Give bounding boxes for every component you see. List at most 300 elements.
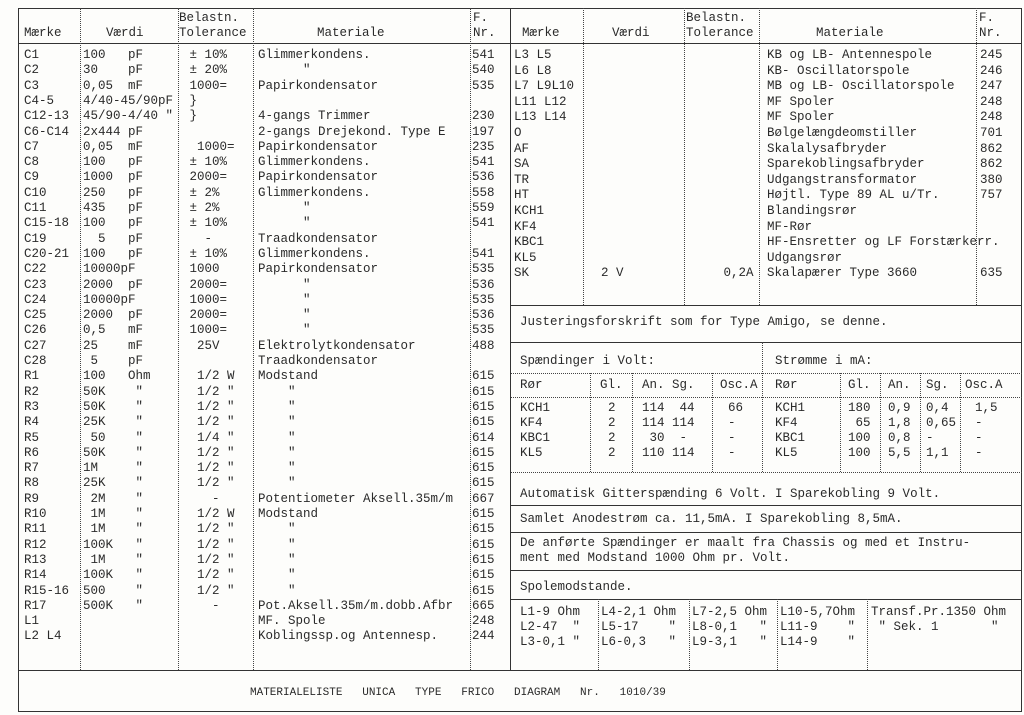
cell-value: 435 pF xyxy=(83,201,144,215)
header-value: Værdi xyxy=(612,26,650,40)
cell-f-nr: 541 xyxy=(472,216,495,231)
cell-material: HF-Ensretter og LF Forstærkerr. xyxy=(767,235,1000,250)
cell-mark: C4-5 xyxy=(24,93,55,108)
grid-bias-note: Automatisk Gitterspænding 6 Volt. I Sparekobling 9 Volt. xyxy=(520,487,941,501)
cell-material: " xyxy=(258,63,311,78)
cell-material: 2-gangs Drejekond. Type E xyxy=(258,124,446,139)
cell-value: 50 " xyxy=(83,430,144,445)
cell-mark: L13 L14 xyxy=(514,110,567,125)
cell-value: 0,05 mF xyxy=(83,78,144,93)
current-cell: - xyxy=(975,431,983,445)
cell-tolerance: 1/2 " xyxy=(182,384,235,399)
cell-mark: AF xyxy=(514,141,530,156)
cell-material: " xyxy=(258,445,296,460)
cell-f-nr: 862 xyxy=(980,157,1003,172)
cell-value: 50K " xyxy=(83,384,144,399)
cell-mark: HT xyxy=(514,188,530,203)
cell-value: 1M " xyxy=(83,461,144,476)
cell-mark: C22 xyxy=(24,262,47,277)
cell-f-nr: 615 xyxy=(472,399,495,414)
cell-material: Pot.Aksell.35m/m.dobb.Afbr xyxy=(258,598,454,613)
cell-tolerance: ± 10% xyxy=(182,48,228,62)
cell-tolerance: 2000= xyxy=(182,170,228,185)
cell-value: 500 " xyxy=(83,583,144,598)
voltage-cell: KF4 xyxy=(520,416,543,430)
current-cell: - xyxy=(975,446,983,460)
cell-f-nr: 541 xyxy=(472,155,495,170)
cell-mark: L11 L12 xyxy=(514,94,567,109)
cell-tolerance: ± 2% xyxy=(182,185,220,200)
cell-material: MB og LB- Oscillatorspole xyxy=(767,79,955,94)
cell-material: Glimmerkondens. xyxy=(258,48,371,62)
cell-f-nr: 248 xyxy=(472,614,495,629)
cell-tolerance: - xyxy=(182,598,220,613)
cell-mark: C6-C14 xyxy=(24,124,70,139)
cell-mark: C11 xyxy=(24,201,47,215)
cell-material: Elektrolytkondensator xyxy=(258,338,416,353)
cell-f-nr: 615 xyxy=(472,507,495,521)
col-line xyxy=(920,373,921,472)
cell-f-nr: 615 xyxy=(472,568,495,583)
cell-f-nr: 615 xyxy=(472,522,495,537)
cell-mark: R11 xyxy=(24,522,47,537)
cell-material: Traadkondensator xyxy=(258,354,379,368)
cell-value: 50K " xyxy=(83,445,144,460)
cell-material: KB- Oscillatorspole xyxy=(767,63,910,78)
rule xyxy=(510,373,1022,374)
cell-value: 100 Ohm xyxy=(83,369,151,384)
cell-material: " xyxy=(258,216,311,231)
cell-value: 25K " xyxy=(83,415,144,430)
cell-material: Modstand xyxy=(258,507,319,521)
cell-mark: R6 xyxy=(24,445,40,460)
voltage-cell: KL5 xyxy=(520,446,543,460)
cell-mark: R10 xyxy=(24,507,47,521)
cell-material: Papirkondensator xyxy=(258,139,379,154)
current-cell: 100 xyxy=(848,446,871,460)
cell-f-nr: 615 xyxy=(472,476,495,491)
cell-mark: TR xyxy=(514,172,530,187)
voltage-col-header: Gl. xyxy=(600,378,623,392)
cell-material: 4-gangs Trimmer xyxy=(258,109,371,124)
cell-f-nr: 535 xyxy=(472,323,495,338)
cell-mark: KBC1 xyxy=(514,235,545,250)
cell-tolerance: ± 10% xyxy=(182,155,228,170)
rule xyxy=(510,570,1022,571)
current-cell: 0,4 xyxy=(926,401,949,415)
cell-value: 2 V xyxy=(586,266,624,281)
cell-f-nr: 246 xyxy=(980,63,1003,78)
cell-mark: C9 xyxy=(24,170,40,185)
measurement-note: De anførte Spændinger er maalt fra Chassis og med et Instru- ment med Modstand 1000 Ohm pr. Volt. xyxy=(520,536,971,565)
cell-material: Sparekoblingsafbryder xyxy=(767,157,925,172)
cell-f-nr: 615 xyxy=(472,461,495,476)
cell-value: 30 pF xyxy=(83,63,144,78)
cell-tolerance: 1/2 W xyxy=(182,369,235,384)
cell-mark: SA xyxy=(514,157,530,172)
cell-value: 100 pF xyxy=(83,155,144,170)
col-line xyxy=(684,8,685,305)
voltages-title: Spændinger i Volt: xyxy=(520,354,656,368)
cell-mark: R4 xyxy=(24,415,40,430)
cell-value: 1M " xyxy=(83,507,144,521)
cell-value: 4/40-45/90pF xyxy=(83,93,174,108)
cell-mark: L7 L9L10 xyxy=(514,79,575,94)
cell-material: " xyxy=(258,430,296,445)
cell-material: KB og LB- Antennespole xyxy=(767,48,933,62)
cell-f-nr: 536 xyxy=(472,170,495,185)
cell-tolerance: 1/2 " xyxy=(182,568,235,583)
cell-f-nr: 615 xyxy=(472,583,495,598)
cell-material: Papirkondensator xyxy=(258,78,379,93)
cell-mark: C7 xyxy=(24,139,40,154)
cell-mark: C15-18 xyxy=(24,216,70,231)
header-tolerance: Tolerance xyxy=(686,26,754,40)
cell-tolerance: 1/2 " xyxy=(182,415,235,430)
header-nr: Nr. xyxy=(473,26,496,40)
cell-material: " xyxy=(258,308,311,323)
cell-f-nr: 541 xyxy=(472,48,495,62)
cell-f-nr: 244 xyxy=(472,629,495,644)
cell-tolerance: 25V xyxy=(182,338,220,353)
cell-f-nr: 558 xyxy=(472,185,495,200)
voltage-cell: 2 xyxy=(608,431,616,445)
col-line xyxy=(840,373,841,472)
current-cell: 0,8 xyxy=(888,431,911,445)
cell-value: 50K " xyxy=(83,399,144,414)
col-line xyxy=(178,8,179,670)
current-cell: KF4 xyxy=(775,416,798,430)
current-cell: KL5 xyxy=(775,446,798,460)
cell-f-nr: 535 xyxy=(472,78,495,93)
cell-mark: C12-13 xyxy=(24,109,70,124)
voltage-col-header: Osc.A xyxy=(720,378,758,392)
current-cell: 1,1 xyxy=(926,446,949,460)
cell-f-nr: 535 xyxy=(472,262,495,277)
cell-f-nr: 230 xyxy=(472,109,495,124)
cell-value: 100 pF xyxy=(83,246,144,261)
cell-f-nr: 701 xyxy=(980,126,1003,140)
rule xyxy=(510,532,1022,533)
current-cell: 1,5 xyxy=(975,401,998,415)
cell-material: MF-Rør xyxy=(767,219,813,234)
voltage-cell: 114 114 xyxy=(642,416,695,430)
adjustment-note: Justeringsforskrift som for Type Amigo, se denne. xyxy=(520,315,888,329)
cell-mark: R12 xyxy=(24,537,47,552)
anode-current-note: Samlet Anodestrøm ca. 11,5mA. I Sparekobling 8,5mA. xyxy=(520,512,903,526)
cell-value: 2000 pF xyxy=(83,277,144,292)
cell-mark: R9 xyxy=(24,491,40,506)
cell-material: " xyxy=(258,292,311,307)
cell-f-nr: 615 xyxy=(472,552,495,567)
cell-material: " xyxy=(258,461,296,476)
cell-material: Udgangstransformator xyxy=(767,172,918,187)
cell-value: 1M " xyxy=(83,552,144,567)
cell-mark: R8 xyxy=(24,476,40,491)
cell-value: 5 pF xyxy=(83,354,144,368)
document-footer-title: MATERIALELISTE UNICA TYPE FRICO DIAGRAM Nr. 1010/39 xyxy=(250,687,666,699)
cell-mark: R13 xyxy=(24,552,47,567)
cell-tolerance: ± 20% xyxy=(182,63,228,78)
voltage-cell: KBC1 xyxy=(520,431,551,445)
current-cell: 0,65 xyxy=(926,416,957,430)
cell-mark: C28 xyxy=(24,354,47,368)
cell-mark: C3 xyxy=(24,78,40,93)
voltage-cell: 110 114 xyxy=(642,446,695,460)
cell-material: " xyxy=(258,476,296,491)
current-cell: KBC1 xyxy=(775,431,806,445)
cell-tolerance: 2000= xyxy=(182,308,228,323)
header-rule xyxy=(18,43,1022,44)
cell-value: 2x444 pF xyxy=(83,124,144,139)
cell-value: 2M " xyxy=(83,491,144,506)
header-f: F. xyxy=(979,11,995,25)
col-line xyxy=(867,599,868,670)
cell-value: 100 pF xyxy=(83,48,144,62)
header-material: Materiale xyxy=(816,26,884,40)
cell-mark: R17 xyxy=(24,598,47,613)
header-f: F. xyxy=(473,11,489,25)
cell-tolerance: 1/2 " xyxy=(182,522,235,537)
coil-group: L1-9 Ohm L2-47 " L3-0,1 " xyxy=(520,605,581,649)
rule xyxy=(510,472,1022,473)
cell-mark: C19 xyxy=(24,231,47,246)
rule xyxy=(510,505,1022,506)
current-col-header: Rør xyxy=(775,378,798,392)
cell-material: " xyxy=(258,384,296,399)
cell-mark: R3 xyxy=(24,399,40,414)
cell-material: " xyxy=(258,552,296,567)
cell-f-nr: 615 xyxy=(472,369,495,384)
voltage-cell: - xyxy=(728,431,736,445)
current-col-header: An. xyxy=(888,378,911,392)
current-col-header: Sg. xyxy=(926,378,949,392)
col-line xyxy=(759,8,760,305)
col-line xyxy=(689,599,690,670)
col-line xyxy=(470,8,471,670)
cell-mark: C23 xyxy=(24,277,47,292)
cell-material: " xyxy=(258,537,296,552)
cell-value: 100 pF xyxy=(83,216,144,231)
cell-f-nr: 197 xyxy=(472,124,495,139)
cell-value: 100K " xyxy=(83,568,144,583)
col-line xyxy=(80,8,81,670)
cell-mark: C25 xyxy=(24,308,47,323)
cell-value: 25 mF xyxy=(83,338,144,353)
cell-value: 0,5 mF xyxy=(83,323,144,338)
cell-material: Højtl. Type 89 AL u/Tr. xyxy=(767,188,940,203)
header-mark: Mærke xyxy=(522,26,560,40)
col-line xyxy=(976,8,977,305)
currents-title: Strømme i mA: xyxy=(775,354,873,368)
cell-mark: L2 L4 xyxy=(24,629,62,644)
cell-material: " xyxy=(258,522,296,537)
cell-f-nr: 535 xyxy=(472,292,495,307)
cell-f-nr: 615 xyxy=(472,415,495,430)
header-tolerance: Tolerance xyxy=(179,26,247,40)
cell-material: Udgangsrør xyxy=(767,250,843,265)
cell-f-nr: 635 xyxy=(980,266,1003,281)
cell-mark: R7 xyxy=(24,461,40,476)
cell-mark: C20-21 xyxy=(24,246,70,261)
voltage-cell: 114 44 xyxy=(642,401,695,415)
current-cell: - xyxy=(926,431,934,445)
cell-mark: R5 xyxy=(24,430,40,445)
cell-material: Glimmerkondens. xyxy=(258,246,371,261)
cell-mark: KF4 xyxy=(514,219,537,234)
cell-material: " xyxy=(258,415,296,430)
cell-mark: R2 xyxy=(24,384,40,399)
cell-mark: C24 xyxy=(24,292,47,307)
voltage-cell: 2 xyxy=(608,416,616,430)
cell-mark: R14 xyxy=(24,568,47,583)
cell-tolerance: 1/2 " xyxy=(182,461,235,476)
cell-tolerance: - xyxy=(182,231,213,246)
cell-tolerance: 1000= xyxy=(182,139,235,154)
rule xyxy=(510,305,1022,306)
header-material: Materiale xyxy=(317,26,385,40)
cell-mark: L1 xyxy=(24,614,40,629)
cell-f-nr: 541 xyxy=(472,246,495,261)
cell-tolerance: - xyxy=(182,491,220,506)
cell-tolerance: 1/2 " xyxy=(182,476,235,491)
coil-resistance-title: Spolemodstande. xyxy=(520,580,633,594)
current-cell: 100 xyxy=(848,431,871,445)
cell-f-nr: 614 xyxy=(472,430,495,445)
header-load: Belastn. xyxy=(686,11,747,25)
cell-material: Glimmerkondens. xyxy=(258,155,371,170)
cell-f-nr: 247 xyxy=(980,79,1003,94)
cell-f-nr: 667 xyxy=(472,491,495,506)
col-line xyxy=(632,373,633,472)
cell-f-nr: 559 xyxy=(472,201,495,215)
cell-mark: C2 xyxy=(24,63,40,78)
cell-mark: C27 xyxy=(24,338,47,353)
cell-tolerance: 1/2 " xyxy=(182,537,235,552)
col-line xyxy=(762,342,763,472)
cell-tolerance: ± 2% xyxy=(182,201,220,215)
cell-tolerance: 1000= xyxy=(182,323,228,338)
cell-f-nr: 248 xyxy=(980,110,1003,125)
coil-group: L4-2,1 Ohm L5-17 " L6-0,3 " xyxy=(601,605,677,649)
cell-material: MF. Spole xyxy=(258,614,326,629)
cell-tolerance: 2000= xyxy=(182,277,228,292)
col-line xyxy=(880,373,881,472)
rule xyxy=(510,599,1022,600)
current-cell: 0,9 xyxy=(888,401,911,415)
center-divider xyxy=(510,8,511,670)
coil-group: L7-2,5 Ohm L8-0,1 " L9-3,1 " xyxy=(692,605,768,649)
cell-value: 5 pF xyxy=(83,231,144,246)
cell-mark: L6 L8 xyxy=(514,63,552,78)
cell-material: Modstand xyxy=(258,369,319,384)
cell-tolerance: 1/2 " xyxy=(182,399,235,414)
cell-f-nr: 248 xyxy=(980,94,1003,109)
current-col-header: Osc.A xyxy=(965,378,1003,392)
cell-f-nr: 488 xyxy=(472,338,495,353)
cell-mark: L3 L5 xyxy=(514,48,552,62)
rule xyxy=(510,397,1022,398)
cell-mark: R1 xyxy=(24,369,40,384)
cell-tolerance: ± 10% xyxy=(182,246,228,261)
cell-material: " xyxy=(258,583,296,598)
cell-value: 1M " xyxy=(83,522,144,537)
voltage-col-header: Rør xyxy=(520,378,543,392)
col-line xyxy=(583,8,584,305)
cell-mark: C8 xyxy=(24,155,40,170)
cell-tolerance: } xyxy=(182,93,198,108)
header-mark: Mærke xyxy=(24,26,62,40)
current-col-header: Gl. xyxy=(848,378,871,392)
transformer-resistance: Transf.Pr.1350 Ohm " Sek. 1 " xyxy=(871,605,1007,634)
cell-material: Potentiometer Aksell.35m/m xyxy=(258,491,454,506)
current-cell: 180 xyxy=(848,401,871,415)
cell-material: Papirkondensator xyxy=(258,170,379,185)
cell-material: Skalapærer Type 3660 xyxy=(767,266,918,281)
cell-value: 250 pF xyxy=(83,185,144,200)
col-line xyxy=(777,599,778,670)
voltage-cell: 2 xyxy=(608,446,616,460)
cell-tolerance: 1000 xyxy=(182,262,220,277)
cell-material: Papirkondensator xyxy=(258,262,379,277)
cell-value: 1000 pF xyxy=(83,170,144,185)
cell-f-nr: 615 xyxy=(472,445,495,460)
cell-f-nr: 540 xyxy=(472,63,495,78)
cell-material: MF Spoler xyxy=(767,94,835,109)
cell-mark: O xyxy=(514,126,522,140)
cell-tolerance: 1000= xyxy=(182,78,228,93)
cell-mark: KCH1 xyxy=(514,204,545,218)
cell-value: 2000 pF xyxy=(83,308,144,323)
cell-material: Blandingsrør xyxy=(767,204,858,218)
current-cell: - xyxy=(975,416,983,430)
cell-f-nr: 615 xyxy=(472,384,495,399)
cell-value: 10000pF xyxy=(83,292,136,307)
cell-mark: C10 xyxy=(24,185,47,200)
cell-mark: KL5 xyxy=(514,250,537,265)
cell-material: Bølgelængdeomstiller xyxy=(767,126,918,140)
cell-tolerance: 1/2 " xyxy=(182,552,235,567)
cell-mark: SK xyxy=(514,266,530,281)
cell-material: " xyxy=(258,568,296,583)
voltage-cell: - xyxy=(728,446,736,460)
cell-f-nr: 235 xyxy=(472,139,495,154)
header-value: Værdi xyxy=(106,26,144,40)
cell-tolerance: } xyxy=(182,109,198,124)
cell-value: 500K " xyxy=(83,598,144,613)
cell-tolerance: ± 10% xyxy=(182,216,228,231)
cell-material: " xyxy=(258,277,311,292)
col-line xyxy=(590,373,591,472)
cell-tolerance: 0,2A xyxy=(686,266,754,281)
footer-rule xyxy=(18,670,1022,671)
col-line xyxy=(598,599,599,670)
current-cell: 5,5 xyxy=(888,446,911,460)
cell-material: Glimmerkondens. xyxy=(258,185,371,200)
cell-material: " xyxy=(258,323,311,338)
col-line xyxy=(960,373,961,472)
cell-tolerance: 1000= xyxy=(182,292,228,307)
cell-f-nr: 245 xyxy=(980,48,1003,62)
cell-value: 45/90-4/40 " xyxy=(83,109,174,124)
voltage-col-header: An. Sg. xyxy=(642,378,695,392)
cell-value: 0,05 mF xyxy=(83,139,144,154)
cell-material: MF Spoler xyxy=(767,110,835,125)
cell-f-nr: 615 xyxy=(472,537,495,552)
voltage-cell: 2 xyxy=(608,401,616,415)
current-cell: 65 xyxy=(848,416,871,430)
col-line xyxy=(253,8,254,670)
